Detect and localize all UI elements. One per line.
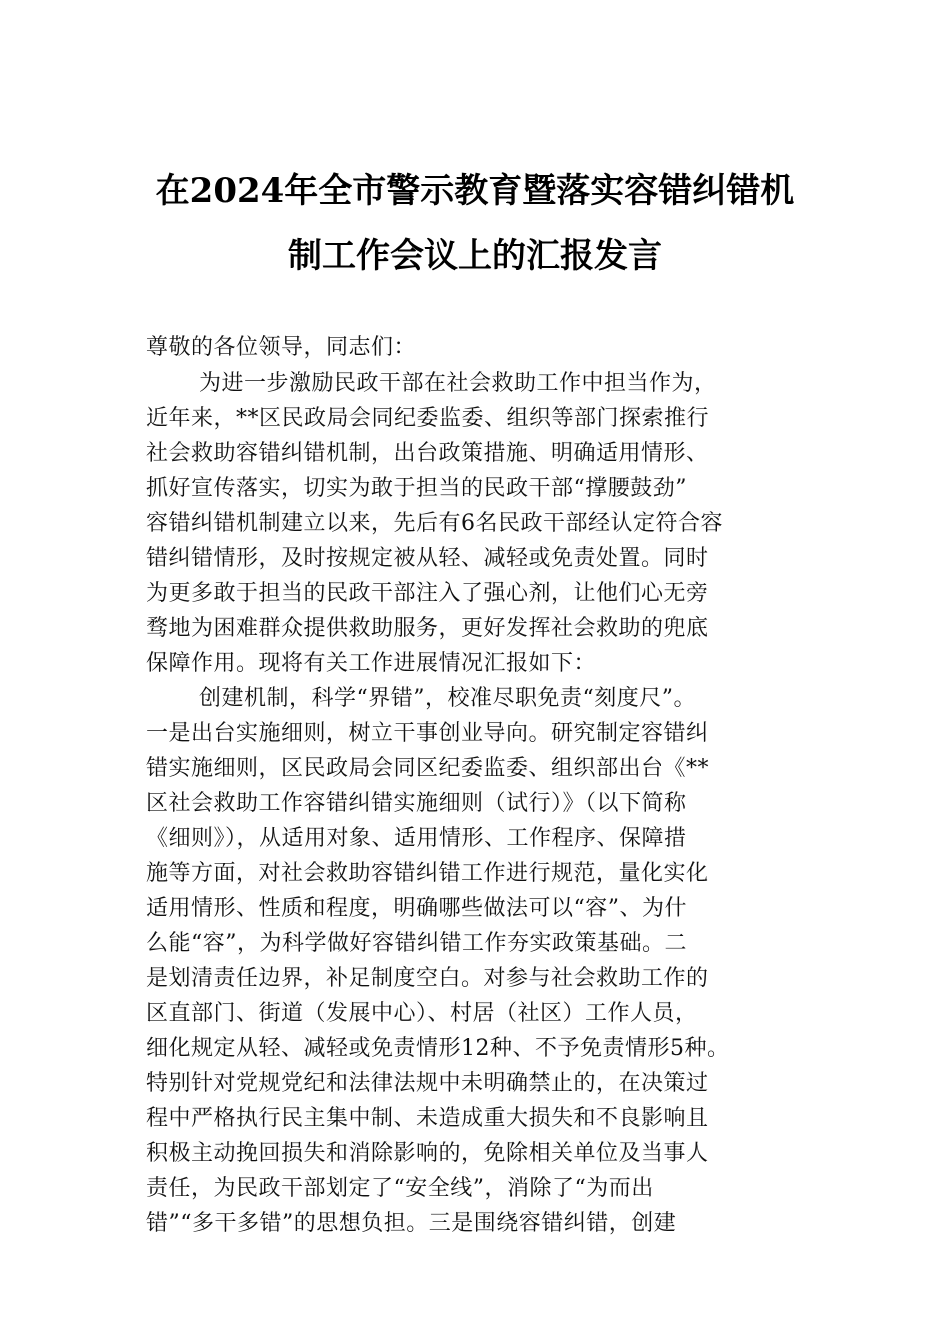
paragraph-line: 创建机制，科学“界错”，校准尽职免责“刻度尺”。 xyxy=(199,686,696,711)
paragraph-line: 为进一步激励民政干部在社会救助工作中担当作为， xyxy=(199,371,717,396)
paragraph-line: 细化规定从轻、减轻或免责情形12种、不予免责情形5种。 xyxy=(146,1036,730,1061)
paragraph-line: 积极主动挽回损失和消除影响的，免除相关单位及当事人 xyxy=(146,1141,709,1166)
paragraph-line: 为更多敢于担当的民政干部注入了强心剂，让他们心无旁 xyxy=(146,581,709,606)
paragraph-line: 施等方面，对社会救助容错纠错工作进行规范，量化实化 xyxy=(146,861,709,886)
paragraph-line: 错”“多干多错”的思想负担。三是围绕容错纠错，创建 xyxy=(146,1211,677,1236)
paragraph-line: 适用情形、性质和程度，明确哪些做法可以“容”、为什 xyxy=(146,896,687,921)
paragraph-line: 是划清责任边界，补足制度空白。对参与社会救助工作的 xyxy=(146,966,709,991)
paragraph-line: 骛地为困难群众提供救助服务，更好发挥社会救助的兜底 xyxy=(146,616,709,641)
document-title-line-2: 制工作会议上的汇报发言 xyxy=(288,236,662,276)
salutation: 尊敬的各位领导，同志们： xyxy=(146,335,417,360)
paragraph-line: 区直部门、街道（发展中心）、村居（社区）工作人员， xyxy=(146,1001,698,1026)
paragraph-line: 特别针对党规党纪和法律法规中未明确禁止的，在决策过 xyxy=(146,1071,709,1096)
paragraph-line: 么能“容”，为科学做好容错纠错工作夯实政策基础。二 xyxy=(146,931,687,956)
paragraph-line: 《细则》），从适用对象、适用情形、工作程序、保障措 xyxy=(146,826,687,851)
paragraph-line: 社会救助容错纠错机制，出台政策措施、明确适用情形、 xyxy=(146,441,709,466)
paragraph-line: 抓好宣传落实，切实为敢于担当的民政干部“撑腰鼓劲” xyxy=(146,476,687,501)
paragraph-line: 近年来，**区民政局会同纪委监委、组织等部门探索推行 xyxy=(146,406,710,431)
paragraph-line: 程中严格执行民主集中制、未造成重大损失和不良影响且 xyxy=(146,1106,709,1131)
paragraph-line: 区社会救助工作容错纠错实施细则（试行）》（以下简称 xyxy=(146,791,687,816)
paragraph-line: 错纠错情形，及时按规定被从轻、减轻或免责处置。同时 xyxy=(146,546,709,571)
paragraph-line: 责任，为民政干部划定了“安全线”，消除了“为而出 xyxy=(146,1176,654,1201)
paragraph-line: 错实施细则，区民政局会同区纪委监委、组织部出台《** xyxy=(146,756,710,781)
paragraph-line: 保障作用。现将有关工作进展情况汇报如下： xyxy=(146,651,597,676)
paragraph-line: 一是出台实施细则，树立干事创业导向。研究制定容错纠 xyxy=(146,721,709,746)
paragraph-line: 容错纠错机制建立以来，先后有6名民政干部经认定符合容 xyxy=(146,511,723,536)
document-title-line-1: 在2024年全市警示教育暨落实容错纠错机 xyxy=(155,171,795,211)
